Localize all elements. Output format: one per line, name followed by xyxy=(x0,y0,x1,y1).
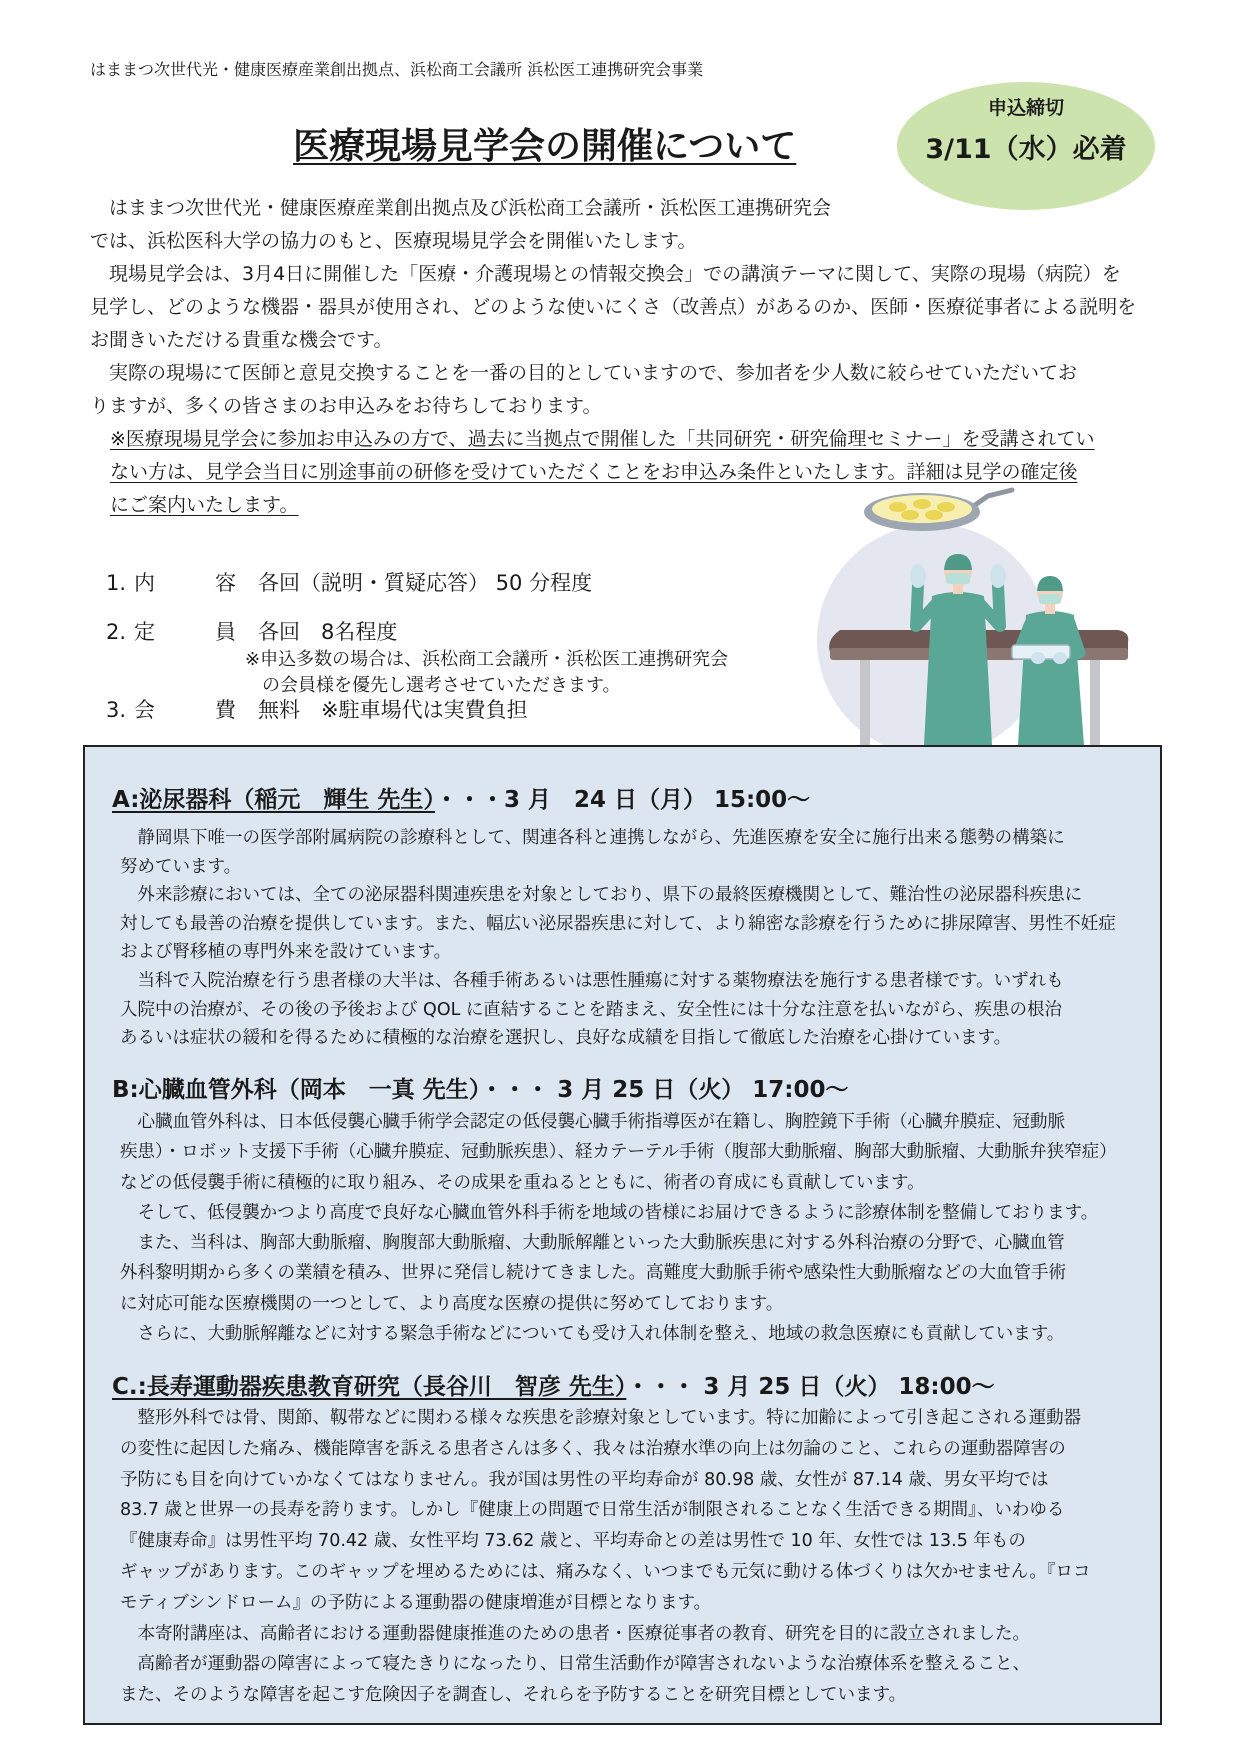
notice-line: ない方は、見学会当日に別途事前の研修を受けていただくことをお申込み条件といたします。詳細は見学の確定後 xyxy=(110,461,1078,483)
session-line: などの低侵襲手術に積極的に取り組み、その成果を重ねるとともに、術者の育成にも貢献しています。 xyxy=(120,1172,925,1193)
session-line: 入院中の治療が、その後の予後および QOL に直結することを踏まえ、安全性には十分な注意を払いながら、疾患の根治 xyxy=(120,999,1062,1020)
session-line: 疾患）・ロボット支援下手術（心臓弁膜症、冠動脈疾患）、経カテーテル手術（腹部大動脈瘤、胸部大動脈瘤、大動脈弁狭窄症） xyxy=(120,1142,1117,1163)
session-schedule: ・・・ 3 月 25 日（火） 18:00～ xyxy=(626,1374,995,1400)
session-line: 83.7 歳と世界一の長寿を誇ります。しかし『健康上の問題で日常生活が制限されることなく生活できる期間』、いわゆる xyxy=(120,1500,1065,1521)
detail-row-fee xyxy=(106,694,528,726)
session-line: あるいは症状の緩和を得るために積極的な治療を選択し、良好な成績を目指して徹底した治療を心掛けています。 xyxy=(120,1028,1012,1049)
organizer-line: はままつ次世代光・健康医療産業創出拠点、浜松商工会議所 浜松医工連携研究会事業 xyxy=(90,60,704,79)
session-body-a xyxy=(120,824,1116,1053)
session-line: さらに、大動脈解離などに対する緊急手術などについても受け入れ体制を整え、地域の救急医療にも貢献しています。 xyxy=(120,1324,1065,1345)
session-line: また、そのような障害を起こす危険因子を調査し、それらを予防することを研究目標としています。 xyxy=(120,1685,907,1706)
detail-number: 3. xyxy=(106,698,127,722)
session-line: また、当科は、胸部大動脈瘤、胸腹部大動脈瘤、大動脈解離といった大動脈疾患に対する外科治療の分野で、心臓血管 xyxy=(120,1233,1065,1254)
session-line: ギャップがあります。このギャップを埋めるためには、痛みなく、いつまでも元気に動ける体づくりは欠かせません。『ロコ xyxy=(120,1561,1091,1582)
deadline-badge xyxy=(897,82,1155,210)
notice-line: にご案内いたします。 xyxy=(110,494,299,516)
session-line: 『健康寿命』は男性平均 70.42 歳、女性平均 73.62 歳と、平均寿命との差は男性で 10 年、女性では 13.5 年もの xyxy=(120,1531,1026,1552)
session-schedule: ・・・ 3 月 25 日（火） 17:00～ xyxy=(480,1077,849,1103)
session-line: 対しても最善の治療を提供しています。また、幅広い泌尿器疾患に対して、より綿密な診療を行うために排尿障害、男性不妊症 xyxy=(120,913,1116,934)
session-line: そして、低侵襲かつより高度で良好な心臓血管外科手術を地域の皆様にお届けできるように診療体制を整備しております。 xyxy=(120,1202,1099,1223)
page-title: 医療現場見学会の開催について xyxy=(293,126,797,167)
intro-line: 見学し、どのような機器・器具が使用され、どのような使いにくさ（改善点）があるのか、医師・医療従事者による説明を xyxy=(90,296,1137,318)
deadline-label: 申込締切 xyxy=(987,97,1064,119)
surgeons-illustration xyxy=(800,480,1140,745)
detail-value: 各回（説明・質疑応答） 50 分程度 xyxy=(258,571,593,595)
session-line: に対応可能な医療機関の一つとして、より高度な医療の提供に努めてしております。 xyxy=(120,1293,784,1314)
capacity-note: ※申込多数の場合は、浜松商工会議所・浜松医工連携研究会 xyxy=(245,649,729,670)
session-title: C.:長寿運動器疾患教育研究（長谷川 智彦 先生） xyxy=(112,1374,627,1400)
detail-row-capacity xyxy=(106,616,397,648)
intro-line: 実際の現場にて医師と意見交換することを一番の目的としていますので、参加者を少人数に絞らせていただいてお xyxy=(90,362,1078,384)
session-heading-a xyxy=(112,785,810,815)
detail-row-content xyxy=(106,567,592,599)
session-line: 心臓血管外科は、日本低侵襲心臓手術学会認定の低侵襲心臓手術指導医が在籍し、胸腔鏡下手術（心臓弁膜症、冠動脈 xyxy=(120,1112,1065,1132)
session-line: 本寄附講座は、高齢者における運動器健康推進のための患者・医療従事者の教育、研究を目的に設立されました。 xyxy=(120,1623,1030,1644)
capacity-note: の会員様を優先し選考させていただきます。 xyxy=(262,675,621,696)
session-schedule: ・・・3 月 24 日（月） 15:00～ xyxy=(434,787,811,813)
session-line: モティブシンドローム』の予防による運動器の健康増進が目標となります。 xyxy=(120,1592,712,1613)
session-line: 予防にも目を向けていかなくてはなりません。我が国は男性の平均寿命が 80.98 歳、女性が 87.14 歳、男女平均では xyxy=(120,1469,1049,1490)
intro-paragraph xyxy=(90,192,1136,423)
detail-value: 各回 8名程度 xyxy=(258,620,398,644)
session-heading-b xyxy=(112,1075,849,1105)
session-line: 静岡県下唯一の医学部附属病院の診療科として、関連各科と連携しながら、先進医療を安全に施行出来る態勢の構築に xyxy=(120,828,1065,848)
intro-line: では、浜松医科大学の協力のもと、医療現場見学会を開催いたします。 xyxy=(90,230,697,252)
session-line: 努めています。 xyxy=(120,856,242,877)
session-line: の変性に起因した痛み、機能障害を訴える患者さんは多く、我々は治療水準の向上は勿論のこと、これらの運動器障害の xyxy=(120,1438,1066,1459)
session-heading-c xyxy=(112,1372,995,1402)
intro-line: お聞きいただける貴重な機会です。 xyxy=(90,329,393,351)
session-body-b xyxy=(120,1107,1117,1349)
detail-number: 1. xyxy=(106,571,127,595)
session-line: 外科黎明期から多くの業績を積み、世界に発信し続けてきました。高難度大動脈手術や感染性大動脈瘤などの大血管手術 xyxy=(120,1263,1067,1284)
session-line: 整形外科では骨、関節、靱帯などに関わる様々な疾患を診療対象としています。特に加齢によって引き起こされる運動器 xyxy=(120,1408,1082,1428)
detail-label: 定 員 xyxy=(134,620,242,644)
detail-number: 2. xyxy=(106,620,127,644)
session-line: 当科で入院治療を行う患者様の大半は、各種手術あるいは悪性腫瘍に対する薬物療法を施行する患者様です。いずれも xyxy=(120,970,1064,991)
intro-line: 現場見学会は、3月4日に開催した「医療・介護現場との情報交換会」での講演テーマに関して、実際の現場（病院）を xyxy=(90,263,1121,285)
surgical-lamp xyxy=(864,490,1012,531)
intro-line: はままつ次世代光・健康医療産業創出拠点及び浜松商工会議所・浜松医工連携研究会 xyxy=(90,197,832,219)
detail-label: 内 容 xyxy=(134,571,242,595)
deadline-date: 3/11（水）必着 xyxy=(925,134,1127,165)
session-line: 外来診療においては、全ての泌尿器科関連疾患を対象としており、県下の最終医療機関として、難治性の泌尿器科疾患に xyxy=(120,885,1083,906)
session-body-c xyxy=(120,1403,1091,1711)
session-line: および腎移植の専門外来を設けています。 xyxy=(120,942,452,963)
intro-line: りますが、多くの皆さまのお申込みをお待ちしております。 xyxy=(90,395,602,417)
session-title: A:泌尿器科（稲元 輝生 先生） xyxy=(112,787,435,813)
sessions-box xyxy=(83,745,1162,1725)
detail-label: 会 費 xyxy=(134,698,242,722)
session-title: B:心臓血管外科（岡本 一真 先生） xyxy=(112,1077,481,1103)
session-line: 高齢者が運動器の障害によって寝たきりになったり、日常生活動作が障害されないような治療体系を整えること、 xyxy=(120,1654,1030,1675)
detail-value: 無料 ※駐車場代は実費負担 xyxy=(258,698,528,722)
notice-line: ※医療現場見学会に参加お申込みの方で、過去に当拠点で開催した「共同研究・研究倫理セミナー」を受講されてい xyxy=(110,428,1095,450)
